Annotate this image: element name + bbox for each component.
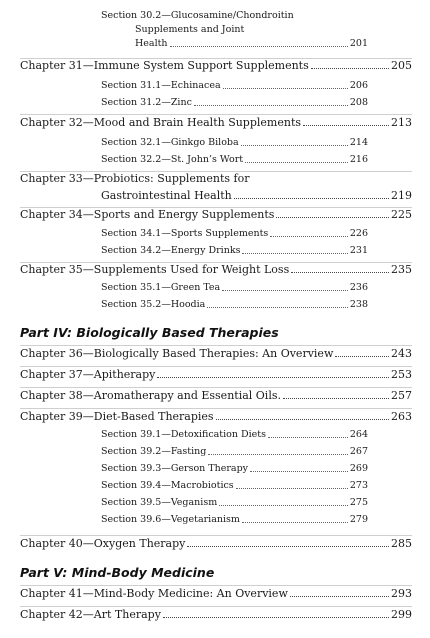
chapter-42-page: 299 bbox=[391, 608, 412, 621]
chapter-37-title: Chapter 37—Apitherapy bbox=[20, 368, 156, 381]
chapter-31-title: Chapter 31—Immune System Support Supplements bbox=[20, 59, 309, 72]
chapter-33-title-line2: Gastrointestinal Health bbox=[101, 189, 232, 202]
section-39-1-page: 264 bbox=[349, 429, 368, 440]
dot-leader bbox=[291, 272, 389, 273]
section-35-1-title: Section 35.1—Green Tea bbox=[101, 282, 221, 293]
section-39-2-title: Section 39.2—Fasting bbox=[101, 446, 207, 457]
dot-leader bbox=[207, 307, 348, 308]
section-39-4-title: Section 39.4—Macrobiotics bbox=[101, 480, 234, 491]
chapter-39-entry[interactable] bbox=[20, 410, 412, 423]
chapter-33-page: 219 bbox=[391, 189, 412, 202]
chapter-38-page: 257 bbox=[391, 389, 412, 402]
dot-leader bbox=[250, 471, 348, 472]
dot-leader bbox=[311, 68, 389, 69]
chapter-37-page: 253 bbox=[391, 368, 412, 381]
divider bbox=[20, 408, 412, 409]
section-30-2-title-line2: Supplements and Joint bbox=[135, 24, 245, 35]
divider bbox=[20, 345, 412, 346]
section-35-1-entry[interactable] bbox=[101, 282, 368, 293]
chapter-35-entry[interactable] bbox=[20, 263, 412, 276]
section-32-1-title: Section 32.1—Ginkgo Biloba bbox=[101, 137, 239, 148]
dot-leader bbox=[223, 88, 348, 89]
section-34-1-page: 226 bbox=[349, 228, 368, 239]
section-35-2-title: Section 35.2—Hoodia bbox=[101, 299, 206, 310]
chapter-42-entry[interactable] bbox=[20, 608, 412, 621]
section-39-6-title: Section 39.6—Vegetarianism bbox=[101, 514, 240, 525]
section-30-2-title-line3: Health bbox=[135, 38, 168, 49]
chapter-36-entry[interactable] bbox=[20, 347, 412, 360]
section-30-2-page: 201 bbox=[349, 38, 368, 49]
section-39-2-entry[interactable] bbox=[101, 446, 368, 457]
section-32-1-entry[interactable] bbox=[101, 137, 368, 148]
section-39-6-page: 279 bbox=[349, 514, 368, 525]
chapter-33-title-line1: Chapter 33—Probiotics: Supplements for bbox=[20, 172, 250, 185]
chapter-35-title: Chapter 35—Supplements Used for Weight Loss bbox=[20, 263, 290, 276]
chapter-38-title: Chapter 38—Aromatherapy and Essential Oils. bbox=[20, 389, 281, 402]
dot-leader bbox=[219, 505, 348, 506]
chapter-41-entry[interactable] bbox=[20, 587, 412, 600]
section-34-2-page: 231 bbox=[349, 245, 368, 256]
divider bbox=[20, 114, 412, 115]
chapter-34-page: 225 bbox=[391, 208, 412, 221]
divider bbox=[20, 387, 412, 388]
dot-leader bbox=[270, 236, 348, 237]
chapter-32-entry[interactable] bbox=[20, 116, 412, 129]
section-34-2-entry[interactable] bbox=[101, 245, 368, 256]
chapter-38-entry[interactable] bbox=[20, 389, 412, 402]
section-39-1-title: Section 39.1—Detoxification Diets bbox=[101, 429, 266, 440]
dot-leader bbox=[157, 377, 389, 378]
dot-leader bbox=[241, 145, 348, 146]
section-31-1-title: Section 31.1—Echinacea bbox=[101, 80, 221, 91]
chapter-34-title: Chapter 34—Sports and Energy Supplements bbox=[20, 208, 275, 221]
section-32-2-page: 216 bbox=[349, 154, 368, 165]
section-32-2-title: Section 32.2—St. John’s Wort bbox=[101, 154, 244, 165]
dot-leader bbox=[283, 398, 389, 399]
section-31-2-page: 208 bbox=[349, 97, 368, 108]
section-39-3-title: Section 39.3—Gerson Therapy bbox=[101, 463, 249, 474]
chapter-40-entry[interactable] bbox=[20, 537, 412, 550]
chapter-32-page: 213 bbox=[391, 116, 412, 129]
chapter-33-entry[interactable] bbox=[101, 189, 412, 202]
section-31-2-title: Section 31.2—Zinc bbox=[101, 97, 192, 108]
chapter-40-title: Chapter 40—Oxygen Therapy bbox=[20, 537, 186, 550]
part-4-heading: Part IV: Biologically Based Therapies bbox=[20, 325, 279, 340]
section-39-5-page: 275 bbox=[349, 497, 368, 508]
section-35-1-page: 236 bbox=[349, 282, 368, 293]
dot-leader bbox=[268, 437, 348, 438]
divider bbox=[20, 535, 412, 536]
divider bbox=[20, 585, 412, 586]
dot-leader bbox=[276, 217, 389, 218]
section-35-2-page: 238 bbox=[349, 299, 368, 310]
chapter-42-title: Chapter 42—Art Therapy bbox=[20, 608, 161, 621]
dot-leader bbox=[222, 290, 348, 291]
dot-leader bbox=[242, 253, 347, 254]
section-39-6-entry[interactable] bbox=[101, 514, 368, 525]
chapter-34-entry[interactable] bbox=[20, 208, 412, 221]
dot-leader bbox=[216, 419, 389, 420]
section-34-1-entry[interactable] bbox=[101, 228, 368, 239]
chapter-41-page: 293 bbox=[391, 587, 412, 600]
section-39-5-title: Section 39.5—Veganism bbox=[101, 497, 218, 508]
section-32-1-page: 214 bbox=[349, 137, 368, 148]
section-34-1-title: Section 34.1—Sports Supplements bbox=[101, 228, 269, 239]
dot-leader bbox=[290, 596, 389, 597]
chapter-31-entry[interactable] bbox=[20, 59, 412, 72]
section-39-1-entry[interactable] bbox=[101, 429, 368, 440]
section-39-4-page: 273 bbox=[349, 480, 368, 491]
chapter-40-page: 285 bbox=[391, 537, 412, 550]
chapter-35-page: 235 bbox=[391, 263, 412, 276]
section-31-2-entry[interactable] bbox=[101, 97, 368, 108]
section-39-4-entry[interactable] bbox=[101, 480, 368, 491]
dot-leader bbox=[303, 125, 389, 126]
section-34-2-title: Section 34.2—Energy Drinks bbox=[101, 245, 241, 256]
section-35-2-entry[interactable] bbox=[101, 299, 368, 310]
dot-leader bbox=[187, 546, 389, 547]
chapter-41-title: Chapter 41—Mind-Body Medicine: An Overview bbox=[20, 587, 288, 600]
section-32-2-entry[interactable] bbox=[101, 154, 368, 165]
divider bbox=[20, 366, 412, 367]
section-30-2-entry[interactable] bbox=[135, 38, 368, 49]
section-39-3-entry[interactable] bbox=[101, 463, 368, 474]
dot-leader bbox=[208, 454, 348, 455]
section-39-2-page: 267 bbox=[349, 446, 368, 457]
chapter-36-page: 243 bbox=[391, 347, 412, 360]
chapter-39-title: Chapter 39—Diet-Based Therapies bbox=[20, 410, 214, 423]
chapter-37-entry[interactable] bbox=[20, 368, 412, 381]
dot-leader bbox=[245, 162, 348, 163]
part-5-heading: Part V: Mind-Body Medicine bbox=[20, 565, 215, 580]
section-31-1-entry[interactable] bbox=[101, 80, 368, 91]
chapter-39-page: 263 bbox=[391, 410, 412, 423]
dot-leader bbox=[236, 488, 348, 489]
section-31-1-page: 206 bbox=[349, 80, 368, 91]
dot-leader bbox=[170, 46, 348, 47]
divider bbox=[20, 606, 412, 607]
dot-leader bbox=[242, 522, 348, 523]
chapter-36-title: Chapter 36—Biologically Based Therapies: An Overview bbox=[20, 347, 334, 360]
chapter-32-title: Chapter 32—Mood and Brain Health Supplements bbox=[20, 116, 302, 129]
dot-leader bbox=[163, 617, 389, 618]
chapter-31-page: 205 bbox=[391, 59, 412, 72]
section-39-3-page: 269 bbox=[349, 463, 368, 474]
dot-leader bbox=[234, 198, 389, 199]
dot-leader bbox=[194, 105, 348, 106]
dot-leader bbox=[335, 356, 389, 357]
section-39-5-entry[interactable] bbox=[101, 497, 368, 508]
section-30-2-title-line1: Section 30.2—Glucosamine/Chondroitin bbox=[101, 10, 294, 21]
